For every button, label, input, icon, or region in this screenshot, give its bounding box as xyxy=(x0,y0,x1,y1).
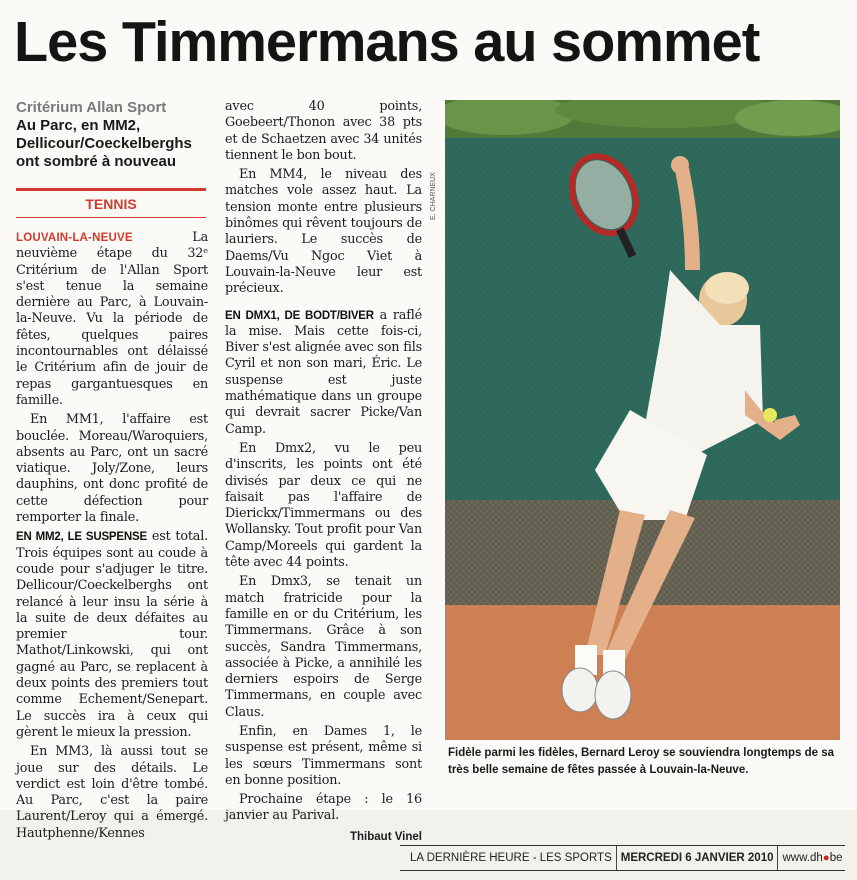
photo-caption: Fidèle parmi les fidèles, Bernard Leroy se souviendra longtemps de sa très belle semaine de fêtes passée à Louvain-la-Neuve. xyxy=(448,747,835,776)
headline: Les Timmermans au sommet xyxy=(14,10,760,74)
paragraph-text: est total. Trois équipes sont au coude à coude pour s'adjuger le titre. Dellicour/Coeckelberghs ont relancé à leur insu la série à la suite de deux défaites au premier tour. Mathot/Linkowski, qui ont gagné au Parc, se replacent à deux points des premiers tout comme Echement/Senepart. Le succès ira à ceux qui gèrent le mieux la pression. xyxy=(16,529,209,740)
website-prefix: www.dh xyxy=(782,852,823,864)
byline: Thibaut Vinel xyxy=(350,830,422,843)
dh-logo-dot: ● xyxy=(822,852,830,864)
tennis-photo xyxy=(445,100,840,740)
paragraph xyxy=(16,529,208,741)
deck: Au Parc, en MM2, Dellicour/Coeckelberghs ont sombré à nouveau xyxy=(16,117,192,170)
paragraph-text: La neuvième étape du 32ᵉ Critérium de l'Allan Sport s'est tenue la semaine dernière au Parc, à Louvain-la-Neuve. Vu la période de fêtes, quelques paires incontournables ont délaissé le Critérium afin de jouir de repas gargantuesques en famille. xyxy=(16,230,208,408)
photo-credit: E. CHARNEUX xyxy=(430,172,437,220)
paragraph: En MM3, là aussi tout se joue sur des détails. Le verdict est loin d'être tombé. Au Parc, c'est la paire Laurent/Leroy qui a émergé. Hautphenne/Kennes xyxy=(16,744,208,841)
website-suffix: be xyxy=(829,852,843,864)
page-footer xyxy=(400,845,845,871)
paragraph: Enfin, en Dames 1, le suspense est présent, même si les sœurs Timmermans sont en bonne position. xyxy=(225,723,422,788)
kicker: Critérium Allan Sport xyxy=(16,99,167,116)
paragraph: En Dmx3, se tenait un match fratricide pour la famille en or du Critérium, les Timmermans. Grâce à son succès, Sandra Timmermans, associée à Picke, a annihilé les derniers espoirs de Serge Timmermans, en couple avec Claus. xyxy=(225,574,422,720)
subhead: EN DMX1, DE BODT/BIVER xyxy=(225,309,374,322)
paragraph xyxy=(225,308,422,438)
dateline: LOUVAIN-LA-NEUVE xyxy=(16,232,133,244)
publication-date: MERCREDI 6 JANVIER 2010 xyxy=(616,846,778,870)
subhead: EN MM2, LE SUSPENSE xyxy=(16,531,147,544)
paragraph: En Dmx2, vu le peu d'inscrits, les points ont été divisés par deux ce qui ne faisait pas l'affaire de Dierickx/Timmermans ou des Wollansky. Tout profit pour Van Camp/Moreels qui gardent la tête avec 44 points. xyxy=(225,440,422,571)
paragraph-text: a raflé la mise. Mais cette fois-ci, Biver s'est alignée avec son fils Cyril et non son mari, Éric. Le suspense est juste mathématique dans un groupe qui devrait sacrer Picke/Van Camp. xyxy=(225,307,422,437)
tennis-player-illustration xyxy=(445,100,840,740)
publication-name: LA DERNIÈRE HEURE - LES SPORTS xyxy=(410,852,612,864)
paragraph: Prochaine étape : le 16 janvier au Parival. xyxy=(225,792,422,824)
column-1 xyxy=(16,99,208,845)
website xyxy=(777,846,846,870)
paragraph: En MM1, l'affaire est bouclée. Moreau/Waroquiers, absents au Parc, ont un sacré viatique. Joly/Zone, leurs dauphins, ont donc profité de cette défection pour remporter la finale. xyxy=(16,412,208,526)
column-2 xyxy=(225,99,422,843)
column-2-body xyxy=(225,99,422,825)
paragraph: avec 40 points, Goebeert/Thonon avec 38 pts et de Schaetzen avec 34 unités tiennent le bon bout. xyxy=(225,99,422,163)
section-tag: TENNIS xyxy=(16,188,206,218)
paragraph: En MM4, le niveau des matches vole assez haut. La tension monte entre plusieurs binômes qui rêvent toujours de lauriers. Le succès de Daems/Vu Ngoc Viet à Louvain-la-Neuve leur est précieux. xyxy=(225,167,422,297)
paragraph xyxy=(16,230,208,409)
column-1-body xyxy=(16,230,208,842)
